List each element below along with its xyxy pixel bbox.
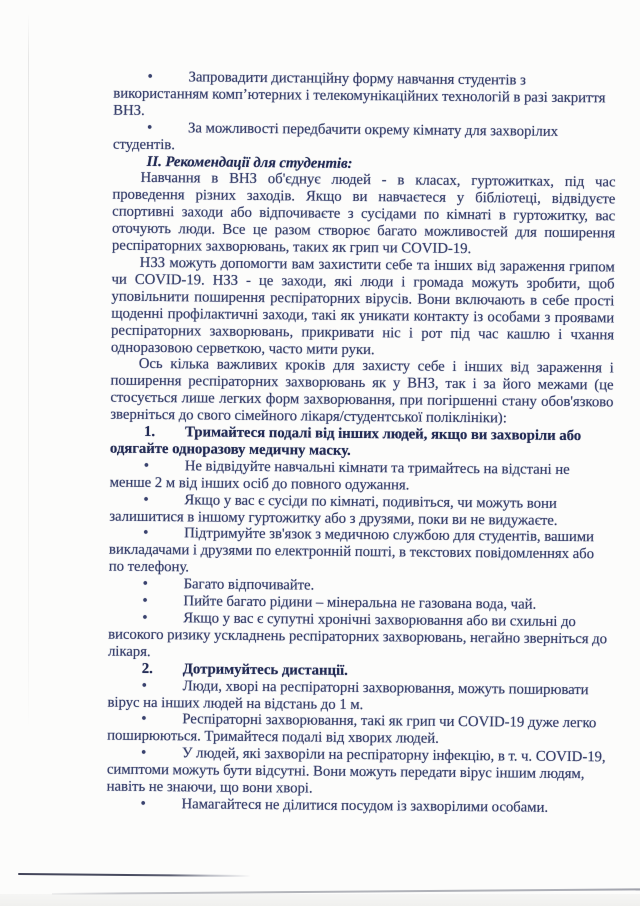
item-text: Респіраторні захворювання, такі як грип чи COVID-19 дуже легко поширюються. Тримайтеся подалі від хворих людей. [107, 711, 597, 748]
bullet-item [107, 745, 610, 801]
item-text: За можливості передбачити окрему кімнату для захворілих студентів. [112, 120, 559, 153]
item-text: Пийте багато рідини – мінеральна не газована вода, чай. [183, 593, 537, 613]
bullet-icon: • [140, 745, 147, 762]
bullet-icon: • [142, 592, 148, 610]
bullet-item [109, 525, 612, 581]
bullet-icon: • [143, 525, 149, 542]
item-text: Тримайтеся подалі від інших людей, якщо ви захворіли або одягайте одноразову медичну маску. [109, 424, 582, 459]
bullet-icon: • [140, 795, 146, 812]
bottom-page-edge-band [0, 894, 640, 906]
bullet-item [108, 610, 611, 666]
item-text: ІІ. Рекомендації для студентів: [146, 153, 353, 172]
item-text: НЗЗ можуть допомогти вам захистити себе та інших від зараження грипом чи COVID-19. НЗЗ - це заходи, які люди і громада можуть зробити, щоб уповільнити поширення респіраторних вірусів. Вони включають в себе прості щоденні профілактичні заходи, такі як уникати контакту із особами з проявами респіраторних захворювань, прикривати ніс і рот під час кашлю і чхання одноразовою серветкою, часто мити руки. [110, 254, 615, 358]
bullet-item [106, 796, 609, 818]
item-text: Якщо у вас є сусіди по кімнаті, подивіться, чи можуть вони залишитися в іншому гуртожитку або з друзями, поки ви не видужаєте. [109, 491, 558, 529]
item-text: Навчання в ВНЗ об'єднує людей - в класах, гуртожитках, під час проведення різних заходів. Якщо ви навчаєтеся у бібліотеці, відвідуєте спортивні заходи або відпочиваєте з сусідами по кімнаті в гуртожитку, вас оточують люди. Все це разом створює багато можливостей для поширення респіраторних захворювань, таких як грип чи COVID-19. [111, 170, 616, 258]
item-text: Намагайтеся не ділитися посудом із захворілими особами. [181, 796, 549, 816]
paper-edge-line [28, 14, 29, 730]
bullet-item [107, 711, 610, 750]
item-text: Люди, хворі на респіраторні захворювання, можуть поширювати вірус на інших людей на відстань до 1 м. [107, 677, 589, 713]
paragraph [111, 255, 615, 361]
bullet-icon: • [143, 457, 150, 474]
item-text: Запровадити дистанційну форму навчання студентів з використанням комп’ютерних і телекомунікаційних технологій в разі закриття ВНЗ. [113, 69, 606, 119]
numbered-item [110, 424, 613, 463]
bullet-icon: • [147, 68, 153, 85]
bullet-icon: • [146, 119, 153, 136]
item-text: Не відвідуйте навчальні кімнати та тримайтесь на відстані не менше 2 м від інших осіб до повного одужання. [109, 458, 570, 494]
item-text: Якщо у вас є супутні хронічні захворювання або ви схильні до високого ризику ускладнень респіраторних захворювань, негайно зверніться до лікаря. [107, 610, 608, 660]
bullet-item [107, 677, 610, 716]
bullet-icon: • [143, 491, 149, 508]
bullet-item [113, 119, 616, 158]
paragraph [112, 170, 616, 259]
item-number: 2. [141, 660, 153, 677]
item-number: 1. [144, 423, 156, 441]
item-text: Ось кілька важливих кроків для захисту себе і інших від зараження і поширення респіраторних захворювань як у ВНЗ, так і за його межами (це стосується лише легких форм захворювання, при погіршенні стану обов'язково зверніться до свого сімейного лікаря/студентської поліклініки): [110, 356, 614, 427]
bullet-icon: • [141, 711, 147, 728]
item-text: Багато відпочивайте. [183, 576, 315, 594]
paragraph [110, 356, 614, 428]
bullet-icon: • [142, 576, 148, 593]
bullet-icon: • [141, 677, 147, 694]
bullet-icon: • [142, 609, 148, 626]
bottom-left-dark-line [18, 873, 251, 877]
document-text-block [106, 69, 616, 818]
item-text: Дотримуйтесь дистанції. [182, 661, 348, 679]
item-text: Підтримуйте зв'язок з медичною службою для студентів, вашими викладачами і друзями по електронній пошті, в текстових повідомленнях або по телефону. [108, 525, 595, 576]
bullet-item [109, 491, 612, 530]
bullet-item [110, 457, 613, 496]
item-text: У людей, які захворіли на респіраторну інфекцію, в т. ч. COVID-19, симптоми можуть бути відсутні. Вони можуть передати вірус іншим людям, навіть не знаючи, що вони хворі. [106, 745, 606, 797]
bullet-item [113, 69, 616, 125]
